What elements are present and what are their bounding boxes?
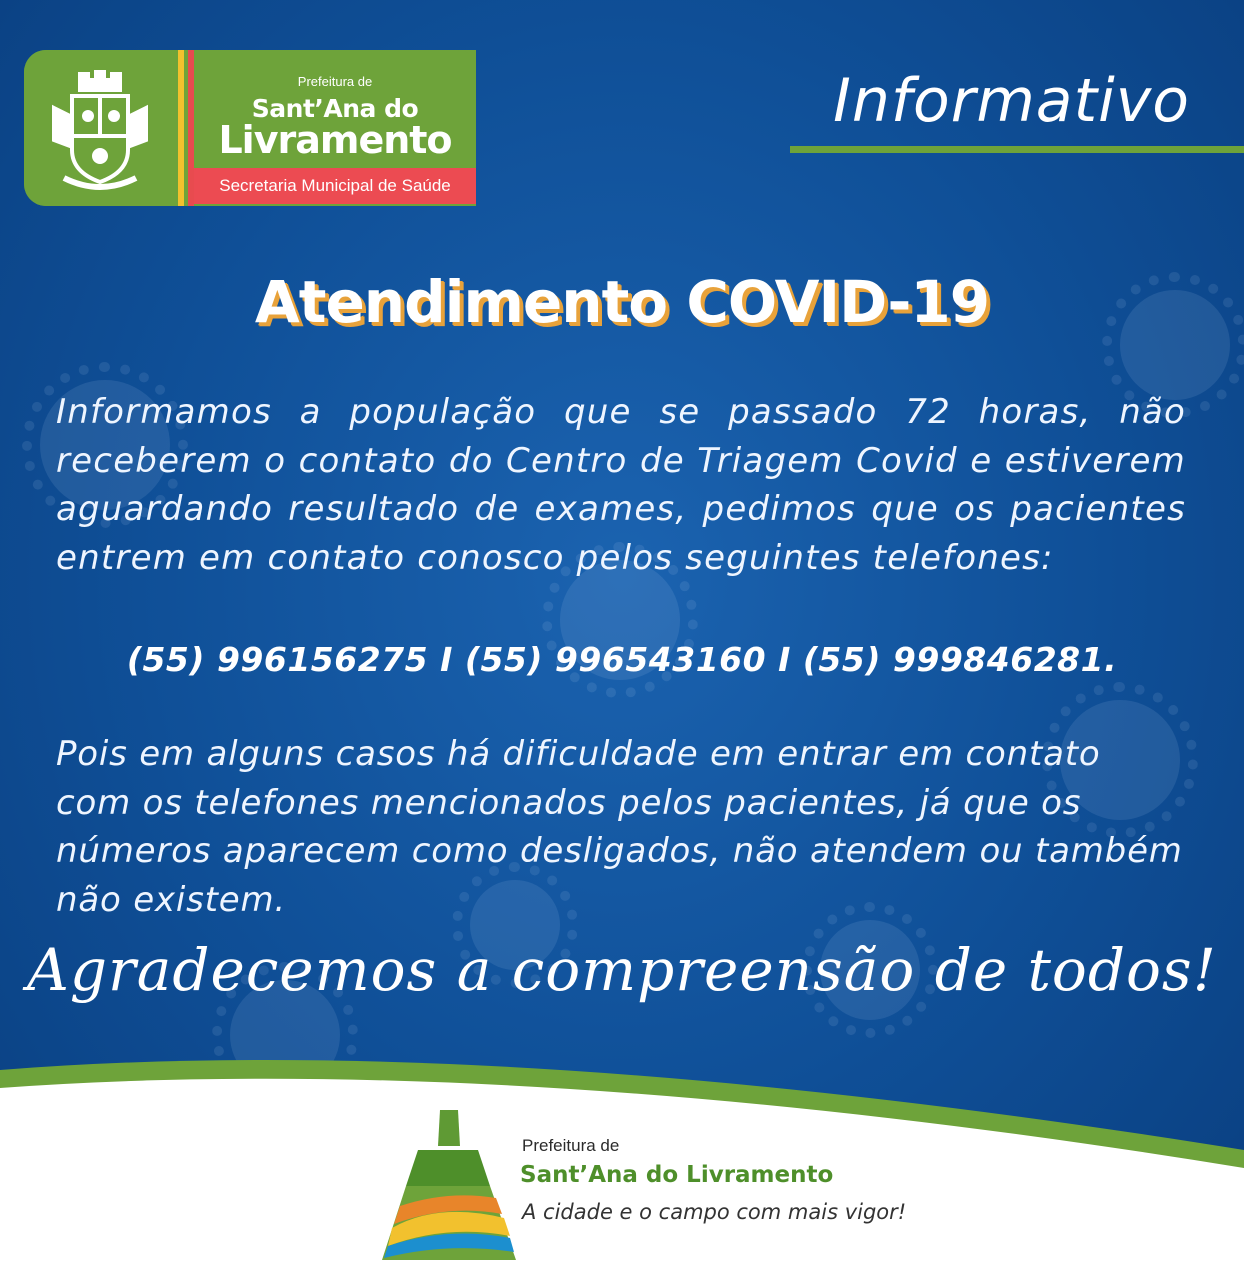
prefeitura-label: Prefeitura de (297, 74, 373, 89)
city-name-line1: Sant’Ana do (251, 94, 419, 123)
city-name-panel (194, 50, 476, 168)
footer-slogan: A cidade e o campo com mais vigor! (522, 1200, 907, 1224)
body-paragraph-2: Pois em alguns casos há dificuldade em entrar em contato com os telefones mencionados pelos pacientes, já que os números aparecem como desligados, não atendem ou também não existem. (56, 734, 1183, 920)
phone-numbers: (55) 996156275 I (55) 996543160 I (55) 999846281. (126, 640, 1118, 679)
municipal-crest-icon (24, 50, 176, 206)
footer-prefeitura-label: Prefeitura de (522, 1136, 620, 1155)
city-landmark-logo-icon (378, 1106, 518, 1270)
informativo-heading: Informativo (833, 66, 1190, 136)
secretaria-label: Secretaria Municipal de Saúde (194, 168, 476, 204)
heading-underline (790, 146, 1244, 153)
body-paragraph-1: Informamos a população que se passado 72 horas, não receberem o contato do Centro de Triagem Covid e estiverem aguardando resultado de exames, pedimos que os pacientes entrem em contato conosco pelos seguintes telefones: (56, 392, 1186, 578)
footer-city-name: Sant’Ana do Livramento (520, 1162, 834, 1188)
thanks-message: Agradecemos a compreensão de todos! (27, 936, 1217, 1004)
page-title: Atendimento COVID-19 (254, 268, 990, 336)
city-name-line2: Livramento (218, 118, 452, 162)
footer-wave (0, 1040, 1244, 1280)
crest-area (24, 50, 176, 206)
yellow-accent-bar (178, 50, 184, 206)
